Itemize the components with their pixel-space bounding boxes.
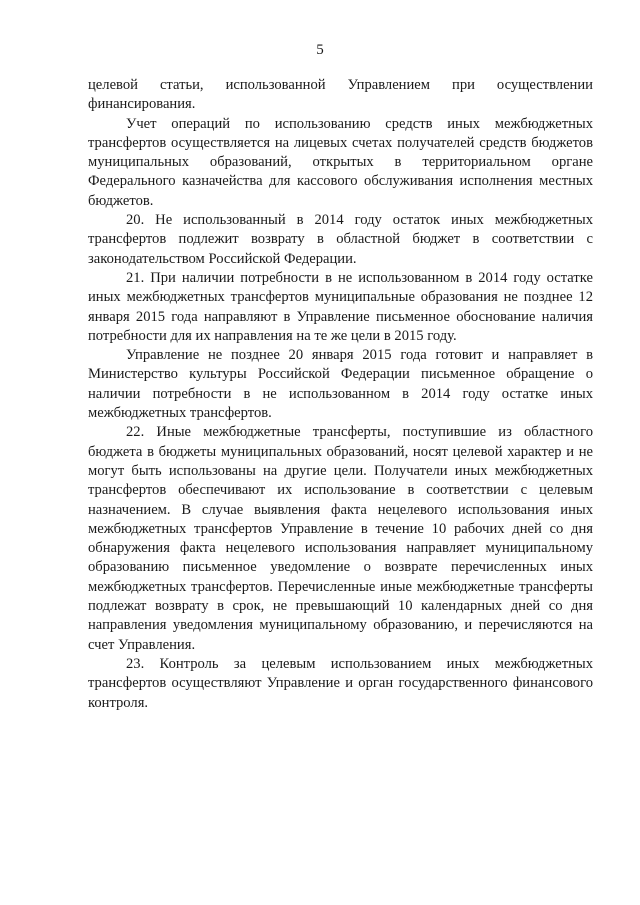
paragraph-accounting: Учет операций по использованию средств иных межбюджетных трансфертов осуществляется на лицевых счетах получателей средств бюджетов муниципальных образований, открытых в территориальном органе Федерального казначейства для кассового обслуживания исполнения местных бюджетов.: [88, 115, 593, 209]
page-number: 5: [316, 42, 324, 58]
document-body: [88, 76, 593, 713]
paragraph-item-23: 23. Контроль за целевым использованием иных межбюджетных трансфертов осуществляют Управление и орган государственного финансового контроля.: [88, 655, 593, 711]
paragraph-item-20: 20. Не использованный в 2014 году остаток иных межбюджетных трансфертов подлежит возврату в областной бюджет в соответствии с законодательством Российской Федерации.: [88, 212, 593, 267]
paragraph-item-21: 21. При наличии потребности в не использованном в 2014 году остатке иных межбюджетных трансфертов муниципальные образования не позднее 12 января 2015 года направляют в Управление письменное обоснование наличия потребности для их направления на те же цели в 2015 году.: [88, 269, 593, 344]
paragraph-management-deadline: Управление не позднее 20 января 2015 года готовит и направляет в Министерство культуры Российской Федерации письменное обращение о наличии потребности в не использованном в 2014 году остатке иных межбюджетных трансфертов.: [88, 347, 593, 422]
paragraph-item-22: 22. Иные межбюджетные трансферты, поступившие из областного бюджета в бюджеты муниципальных образований, носят целевой характер и не могут быть использованы на другие цели. Получатели иных межбюджетных трансфертов обеспечивают их использование в соответствии с целевым назначением. В случае выявления факта нецелевого использования иных межбюджетных трансфертов Управление в течение 10 рабочих дней со дня обнаружения факта нецелевого использования направляет муниципальному образованию письменное уведомление о возврате перечисленных иных межбюджетных трансфертов. Перечисленные иные межбюджетные трансферты подлежат возврату в срок, не превышающий 10 календарных дней со дня направления уведомления муниципальному образованию, и перечисляются на счет Управления.: [88, 424, 593, 653]
paragraph-continuation: целевой статьи, использованной Управлением при осуществлении финансирования.: [88, 77, 593, 113]
